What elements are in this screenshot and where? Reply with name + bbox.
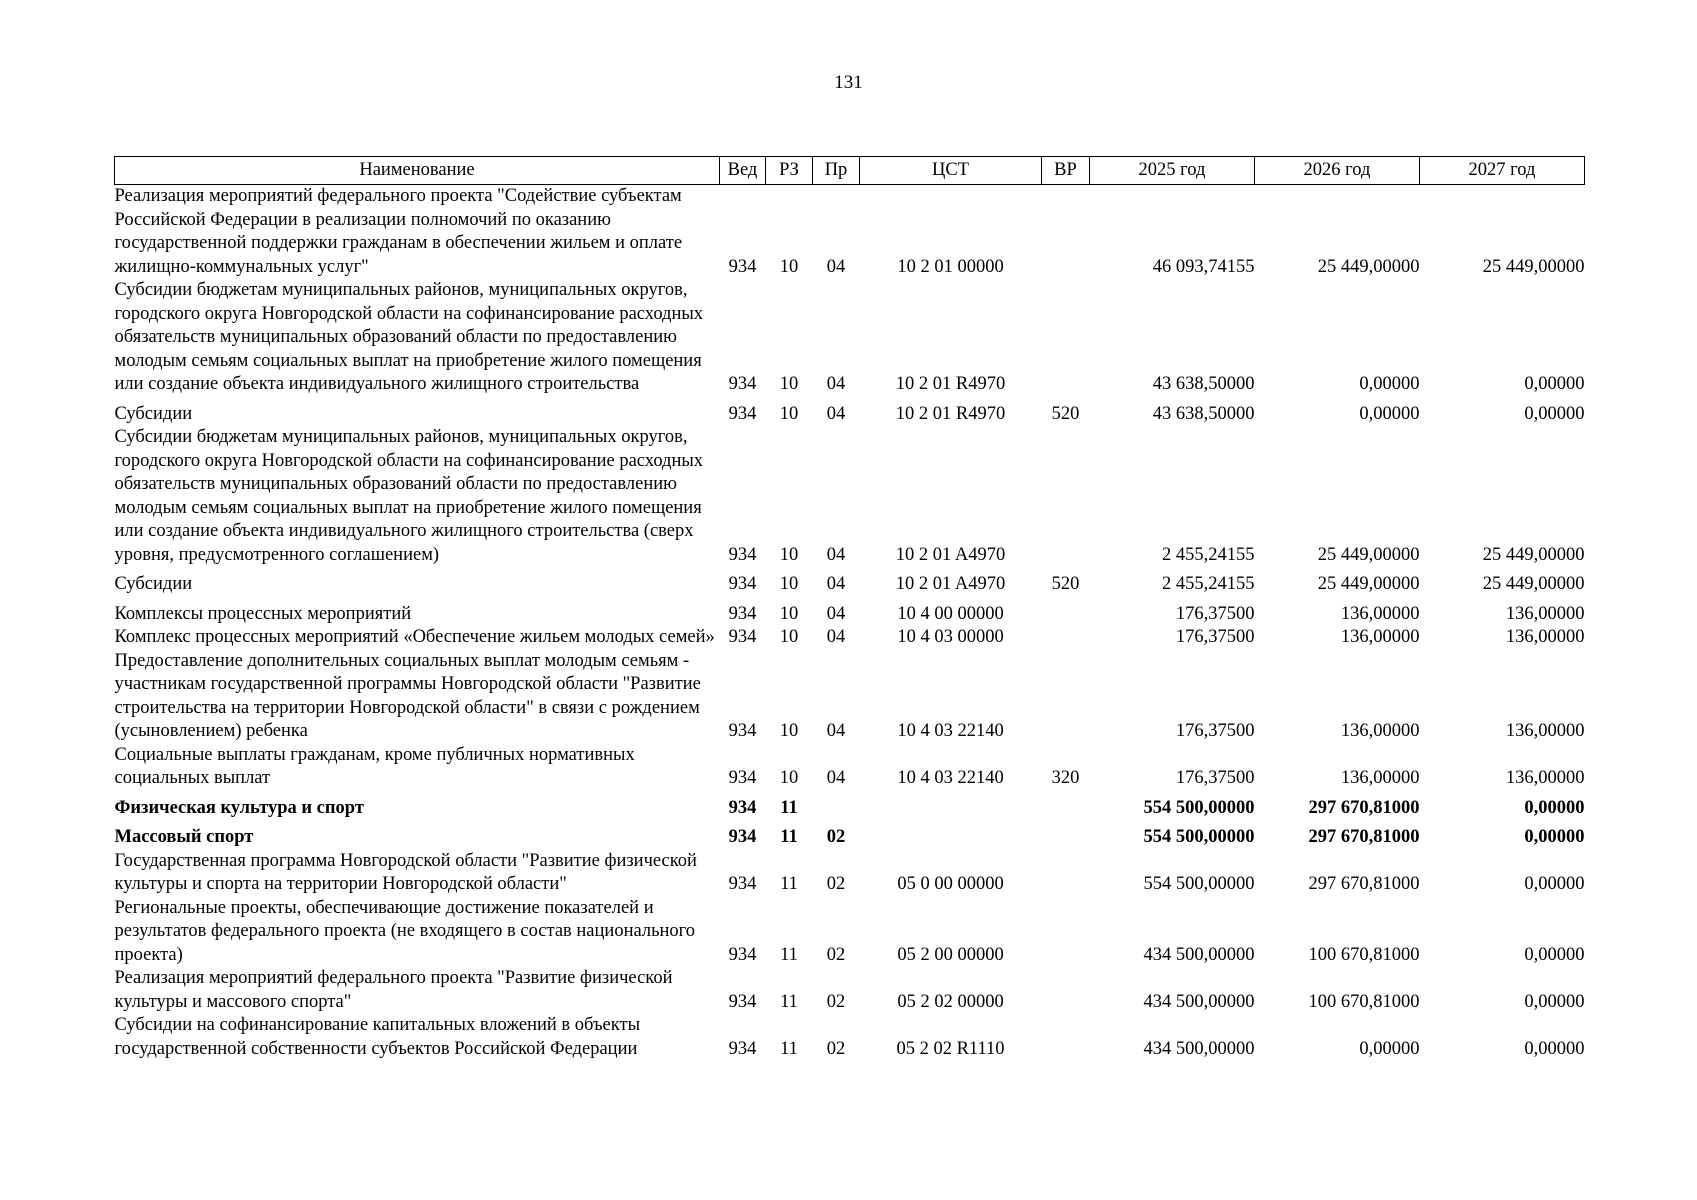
row-2027: 0,00000 bbox=[1524, 874, 1585, 894]
row-2026: 136,00000 bbox=[1340, 627, 1420, 647]
row-2025: 554 500,00000 bbox=[1143, 874, 1255, 894]
row-ved: 934 bbox=[728, 797, 757, 818]
row-2025: 176,37500 bbox=[1175, 627, 1255, 647]
row-2026: 136,00000 bbox=[1340, 768, 1420, 788]
row-2027: 25 449,00000 bbox=[1482, 574, 1585, 594]
row-2026: 0,00000 bbox=[1359, 1038, 1420, 1059]
row-rz: 10 bbox=[779, 374, 799, 394]
table-row bbox=[115, 791, 1585, 821]
table-row bbox=[115, 397, 1585, 427]
row-cst: 10 2 01 A4970 bbox=[895, 544, 1006, 565]
table-row bbox=[115, 426, 1585, 567]
row-ved: 934 bbox=[728, 991, 757, 1012]
row-2025: 554 500,00000 bbox=[1143, 827, 1255, 847]
row-cst: 10 4 00 00000 bbox=[897, 603, 1004, 624]
row-2027: 0,00000 bbox=[1524, 797, 1585, 818]
row-vr: 520 bbox=[1051, 403, 1080, 424]
row-2026: 100 670,81000 bbox=[1308, 991, 1420, 1012]
row-name: Комплексы процессных мероприятий bbox=[114, 603, 412, 624]
row-vr bbox=[1042, 626, 1090, 650]
row-vr: 520 bbox=[1051, 574, 1080, 594]
row-rz: 10 bbox=[779, 721, 799, 741]
row-2025: 434 500,00000 bbox=[1143, 1038, 1255, 1059]
row-2025: 2 455,24155 bbox=[1162, 574, 1255, 594]
row-ved: 934 bbox=[728, 603, 757, 624]
row-rz: 10 bbox=[779, 627, 799, 647]
header-name: Наименование bbox=[115, 157, 720, 185]
row-cst: 10 2 01 R4970 bbox=[895, 374, 1006, 394]
row-2027: 0,00000 bbox=[1524, 374, 1585, 394]
row-pr: 04 bbox=[826, 603, 846, 624]
row-2025: 2 455,24155 bbox=[1162, 544, 1255, 565]
table-row bbox=[115, 650, 1585, 744]
table-row bbox=[115, 279, 1585, 397]
row-cst: 10 4 03 22140 bbox=[897, 721, 1004, 741]
row-2025: 434 500,00000 bbox=[1143, 944, 1255, 965]
row-cst: 05 2 02 R1110 bbox=[896, 1038, 1005, 1059]
table-row bbox=[115, 1014, 1585, 1061]
row-vr bbox=[1042, 597, 1090, 627]
row-name: Субсидии bbox=[114, 403, 193, 424]
row-2027: 25 449,00000 bbox=[1482, 256, 1585, 277]
row-2025: 46 093,74155 bbox=[1152, 256, 1255, 277]
row-ved: 934 bbox=[728, 944, 757, 965]
row-pr: 04 bbox=[826, 403, 846, 424]
row-name: Комплекс процессных мероприятий «Обеспечение жильем молодых семей» bbox=[114, 627, 715, 647]
page-number: 131 bbox=[834, 72, 863, 93]
row-pr: 04 bbox=[826, 574, 846, 594]
row-rz: 10 bbox=[779, 403, 799, 424]
table-row bbox=[115, 820, 1585, 850]
row-pr: 02 bbox=[826, 874, 846, 894]
row-2025: 554 500,00000 bbox=[1143, 797, 1255, 818]
row-vr bbox=[1042, 279, 1090, 397]
row-2027: 136,00000 bbox=[1505, 603, 1585, 624]
row-rz: 10 bbox=[779, 544, 799, 565]
row-rz: 11 bbox=[780, 944, 798, 965]
row-name: Массовый спорт bbox=[114, 827, 254, 847]
header-vr: ВР bbox=[1042, 157, 1090, 185]
row-2026: 100 670,81000 bbox=[1308, 944, 1420, 965]
row-pr: 04 bbox=[826, 256, 846, 277]
header-ved: Вед bbox=[720, 157, 766, 185]
row-2026: 25 449,00000 bbox=[1317, 574, 1420, 594]
row-2026: 297 670,81000 bbox=[1308, 874, 1420, 894]
row-cst: 05 0 00 00000 bbox=[897, 874, 1004, 894]
row-cst: 10 4 03 00000 bbox=[897, 627, 1004, 647]
row-2026: 136,00000 bbox=[1340, 603, 1420, 624]
header-2027: 2027 год bbox=[1420, 157, 1585, 185]
row-rz: 11 bbox=[780, 991, 798, 1012]
row-ved: 934 bbox=[728, 768, 757, 788]
table-row bbox=[115, 850, 1585, 897]
row-name: Реализация мероприятий федерального проекта "Содействие субъектам Российской Федерации в реализации полномочий по оказанию государственной поддержки гражданам в обеспечении жильем и оплате жилищно-коммунальных услуг" bbox=[114, 186, 683, 277]
row-vr bbox=[1042, 426, 1090, 567]
row-2026: 25 449,00000 bbox=[1317, 544, 1420, 565]
table-row bbox=[115, 567, 1585, 597]
row-vr bbox=[1042, 850, 1090, 897]
row-rz: 10 bbox=[779, 256, 799, 277]
row-rz: 10 bbox=[779, 603, 799, 624]
row-name: Субсидии бюджетам муниципальных районов, муниципальных округов, городского округа Новгородской области на софинансирование расходных обязательств муниципальных образований области по предоставлению молодым семьям социальных выплат на приобретение жилого помещения или создание объекта индивидуального жилищного строительства bbox=[114, 280, 704, 394]
row-2027: 25 449,00000 bbox=[1482, 544, 1585, 565]
row-2025: 43 638,50000 bbox=[1152, 403, 1255, 424]
row-pr: 02 bbox=[826, 991, 846, 1012]
row-cst bbox=[860, 791, 1042, 821]
row-ved: 934 bbox=[728, 574, 757, 594]
row-rz: 10 bbox=[779, 574, 799, 594]
row-2027: 136,00000 bbox=[1505, 627, 1585, 647]
row-2027: 0,00000 bbox=[1524, 991, 1585, 1012]
row-pr: 04 bbox=[826, 374, 846, 394]
table-header-row bbox=[115, 157, 1585, 185]
row-name: Субсидии бюджетам муниципальных районов, муниципальных округов, городского округа Новгородской области на софинансирование расходных обязательств муниципальных образований области по предоставлению молодым семьям социальных выплат на приобретение жилого помещения или создание объекта индивидуального жилищного строительства (сверх уровня, предусмотренного соглашением) bbox=[114, 427, 704, 565]
row-2027: 0,00000 bbox=[1524, 403, 1585, 424]
row-rz: 11 bbox=[780, 1038, 798, 1059]
row-pr: 02 bbox=[826, 1038, 846, 1059]
table-row bbox=[115, 897, 1585, 968]
row-pr: 04 bbox=[826, 627, 846, 647]
row-vr bbox=[1042, 967, 1090, 1014]
header-pr: Пр bbox=[813, 157, 860, 185]
table-row bbox=[115, 185, 1585, 280]
row-2025: 43 638,50000 bbox=[1152, 374, 1255, 394]
row-cst: 10 4 03 22140 bbox=[897, 768, 1004, 788]
row-pr: 04 bbox=[826, 544, 846, 565]
row-2026: 136,00000 bbox=[1340, 721, 1420, 741]
row-name: Государственная программа Новгородской области "Развитие физической культуры и спорта на территории Новгородской области" bbox=[114, 850, 697, 894]
header-2025: 2025 год bbox=[1090, 157, 1255, 185]
row-2026: 0,00000 bbox=[1359, 403, 1420, 424]
row-2026: 297 670,81000 bbox=[1308, 797, 1420, 818]
row-ved: 934 bbox=[728, 374, 757, 394]
row-cst: 10 2 01 00000 bbox=[897, 256, 1004, 277]
table-row bbox=[115, 967, 1585, 1014]
row-pr: 02 bbox=[826, 827, 846, 847]
row-cst: 10 2 01 A4970 bbox=[895, 574, 1006, 594]
row-vr bbox=[1042, 185, 1090, 280]
row-2025: 176,37500 bbox=[1175, 768, 1255, 788]
row-2025: 176,37500 bbox=[1175, 603, 1255, 624]
row-pr: 04 bbox=[826, 721, 846, 741]
budget-table bbox=[114, 156, 1585, 1061]
row-ved: 934 bbox=[728, 627, 757, 647]
row-2025: 434 500,00000 bbox=[1143, 991, 1255, 1012]
row-rz: 11 bbox=[780, 797, 798, 818]
row-ved: 934 bbox=[728, 1038, 757, 1059]
table-row bbox=[115, 597, 1585, 627]
row-vr bbox=[1042, 1014, 1090, 1061]
row-ved: 934 bbox=[728, 874, 757, 894]
row-name: Субсидии на софинансирование капитальных вложений в объекты государственной собственности субъектов Российской Федерации bbox=[114, 1015, 641, 1059]
row-rz: 11 bbox=[780, 874, 798, 894]
header-rz: РЗ bbox=[766, 157, 813, 185]
row-ved: 934 bbox=[728, 827, 757, 847]
row-name: Физическая культура и спорт bbox=[114, 797, 364, 818]
header-2026: 2026 год bbox=[1255, 157, 1420, 185]
row-ved: 934 bbox=[728, 544, 757, 565]
row-2027: 0,00000 bbox=[1524, 827, 1585, 847]
row-rz: 11 bbox=[780, 827, 798, 847]
row-2027: 136,00000 bbox=[1505, 721, 1585, 741]
row-cst: 05 2 00 00000 bbox=[897, 944, 1004, 965]
table-row bbox=[115, 744, 1585, 791]
row-2025: 176,37500 bbox=[1175, 721, 1255, 741]
row-2026: 25 449,00000 bbox=[1317, 256, 1420, 277]
row-name: Субсидии bbox=[114, 574, 193, 594]
row-cst: 10 2 01 R4970 bbox=[895, 403, 1006, 424]
row-vr bbox=[1042, 820, 1090, 850]
row-ved: 934 bbox=[728, 403, 757, 424]
row-pr bbox=[813, 791, 860, 821]
row-name: Предоставление дополнительных социальных выплат молодым семьям - участникам государственной программы Новгородской области "Развитие строительства на территории Новгородской области" в связи с рождением (усыновлением) ребенка bbox=[114, 650, 701, 741]
row-2027: 0,00000 bbox=[1524, 944, 1585, 965]
table-row bbox=[115, 626, 1585, 650]
row-name: Реализация мероприятий федерального проекта "Развитие физической культуры и массового спорта" bbox=[114, 968, 673, 1012]
row-ved: 934 bbox=[728, 721, 757, 741]
row-2026: 297 670,81000 bbox=[1308, 827, 1420, 847]
row-name: Региональные проекты, обеспечивающие достижение показателей и результатов федерального проекта (не входящего в состав национального проекта) bbox=[114, 897, 696, 965]
row-rz: 10 bbox=[779, 768, 799, 788]
row-vr bbox=[1042, 791, 1090, 821]
row-pr: 02 bbox=[826, 944, 846, 965]
row-ved: 934 bbox=[728, 256, 757, 277]
row-2027: 136,00000 bbox=[1505, 768, 1585, 788]
row-vr: 320 bbox=[1051, 768, 1080, 788]
row-cst: 05 2 02 00000 bbox=[897, 991, 1004, 1012]
row-vr bbox=[1042, 650, 1090, 744]
row-cst bbox=[860, 820, 1042, 850]
row-2026: 0,00000 bbox=[1359, 374, 1420, 394]
row-vr bbox=[1042, 897, 1090, 968]
row-pr: 04 bbox=[826, 768, 846, 788]
header-cst: ЦСТ bbox=[860, 157, 1042, 185]
row-2027: 0,00000 bbox=[1524, 1038, 1585, 1059]
row-name: Социальные выплаты гражданам, кроме публичных нормативных социальных выплат bbox=[114, 744, 635, 788]
